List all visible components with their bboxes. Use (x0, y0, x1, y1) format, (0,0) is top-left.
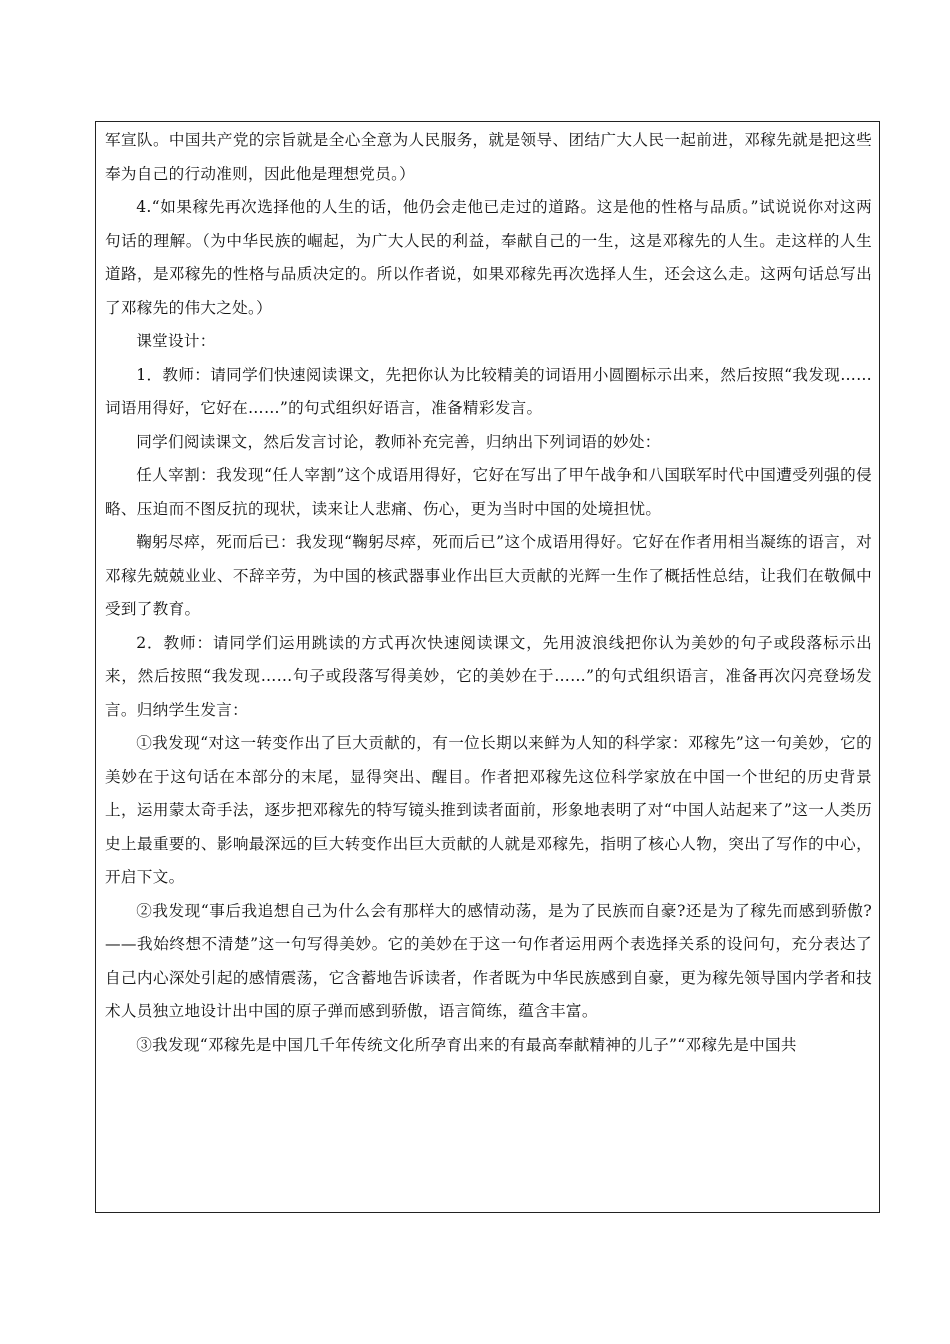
paragraph-idiom-jugongjincui: 鞠躬尽瘁，死而后已：我发现“鞠躬尽瘁，死而后已”这个成语用得好。它好在作者用相当凝练的语言，对邓稼先兢兢业业、不辞辛劳，为中国的核武器事业作出巨大贡献的光辉一生作了概括性总结，让我们在敬佩中受到了教育。 (105, 533, 872, 618)
paragraph-finding-1: ①我发现“对这一转变作出了巨大贡献的，有一位长期以来鲜为人知的科学家：邓稼先”这一句美妙，它的美妙在于这句话在本部分的末尾，显得突出、醒目。作者把邓稼先这位科学家放在中国一个世纪的历史背景上，运用蒙太奇手法，逐步把邓稼先的特写镜头推到读者面前，形象地表明了对“中国人站起来了”这一人类历史上最重要的、影响最深远的巨大转变作出巨大贡献的人就是邓稼先，指明了核心人物，突出了写作的中心，开启下文。 (105, 734, 872, 886)
paragraph-class-design-heading: 课堂设计： (136, 332, 216, 350)
paragraph-idiom-renrenzaige: 任人宰割：我发现“任人宰割”这个成语用得好，它好在写出了甲午战争和八国联军时代中国遭受列强的侵略、压迫而不图反抗的现状，读来让人悲痛、伤心，更为当时中国的处境担忧。 (105, 466, 872, 518)
paragraph-question-4: 4.“如果稼先再次选择他的人生的话，他仍会走他已走过的道路。这是他的性格与品质。”试说说你对这两句话的理解。（为中华民族的崛起，为广大人民的利益，奉献自己的一生，这是邓稼先的人生。走这样的人生道路，是邓稼先的性格与品质决定的。所以作者说，如果邓稼先再次选择人生，还会这么走。这两句话总写出了邓稼先的伟大之处。） (105, 198, 872, 317)
paragraph-student-discussion: 同学们阅读课文，然后发言讨论，教师补充完善，归纳出下列词语的妙处： (136, 432, 661, 451)
paragraph-finding-3: ③我发现“邓稼先是中国几千年传统文化所孕育出来的有最高奉献精神的儿子”“邓稼先是中国共 (136, 1035, 797, 1054)
paragraph-teacher-step-1: 1．教师：请同学们快速阅读课文，先把你认为比较精美的词语用小圆圈标示出来，然后按照“我发现……词语用得好，它好在……”的句式组织好语言，准备精彩发言。 (105, 365, 872, 417)
paragraph-party-member-answer: 军宣队。中国共产党的宗旨就是全心全意为人民服务，就是领导、团结广大人民一起前进，邓稼先就是把这些奉为自己的行动准则，因此他是理想党员。） (105, 131, 872, 183)
paragraph-teacher-step-2: 2．教师：请同学们运用跳读的方式再次快速阅读课文，先用波浪线把你认为美妙的句子或段落标示出来，然后按照“我发现……句子或段落写得美妙，它的美妙在于……”的句式组织语言，准备再次闪亮登场发言。归纳学生发言： (105, 633, 872, 719)
paragraph-finding-2: ②我发现“事后我追想自己为什么会有那样大的感情动荡，是为了民族而自豪?还是为了稼先而感到骄傲?——我始终想不清楚”这一句写得美妙。它的美妙在于这一句作者运用两个表选择关系的设问句，充分表达了自己内心深处引起的感情震荡，它含蓄地告诉读者，作者既为中华民族感到自豪，更为稼先领导国内学者和技术人员独立地设计出中国的原子弹而感到骄傲，语言简练，蕴含丰富。 (105, 901, 872, 1020)
document-body (105, 124, 872, 1062)
